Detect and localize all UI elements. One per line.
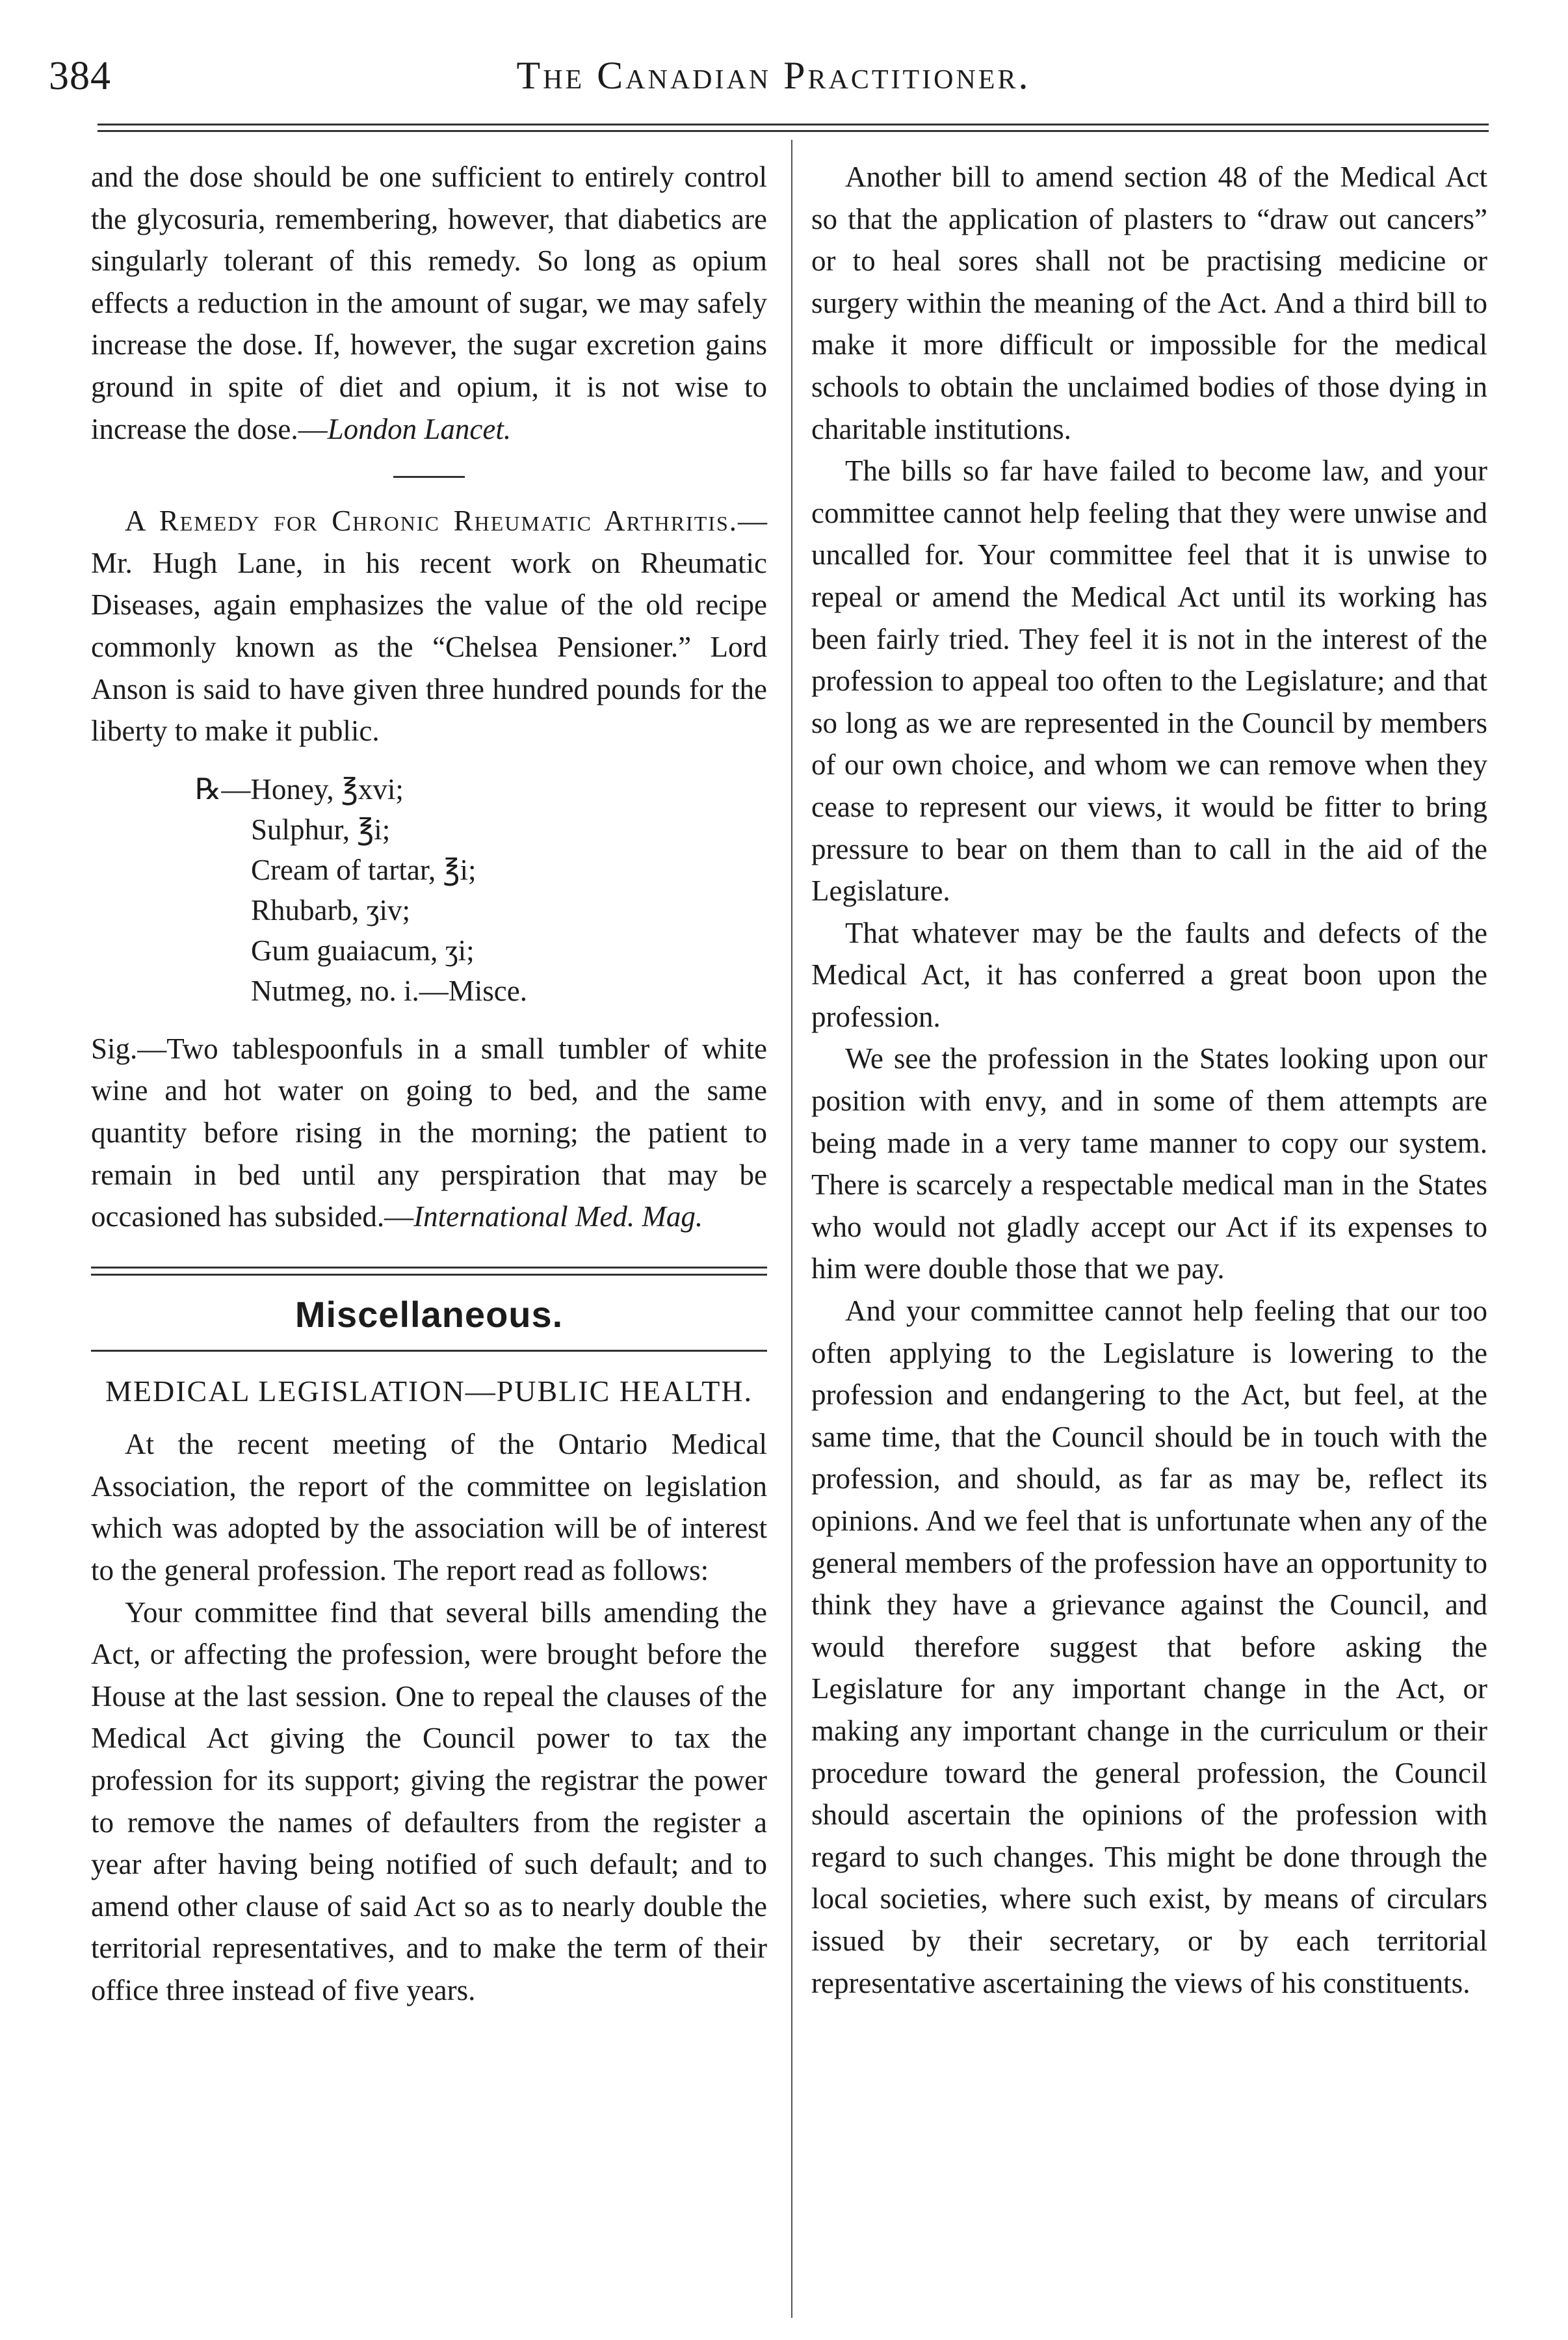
prescription-line: Cream of tartar, ℥i; <box>251 853 477 886</box>
running-title: The Canadian Practitioner. <box>516 54 1031 97</box>
paragraph-another-bill: Another bill to amend section 48 of the Medical Act so that the application of plasters to “draw out cancers” or to heal sores shall not be practising medicine or surgery within the meaning of the Act. And a third bill to make it more difficult or impossible for the medical schools to obtain the unclaimed bodies of those dying in charitable institutions. <box>811 161 1487 445</box>
paragraph-bills-failed: The bills so far have failed to become law, and your committee cannot help feeling that they were unwise and uncalled for. Your committee feel that it is unwise to repeal or amend the Medical Act until its working has been fairly tried. They feel it is not in the interest of the profession to appeal too often to the Legislature; and that so long as we are represented in the Council by members of our own choice, and whom we can remove when they cease to represent our views, it would be fitter to bring pressure to bear on them than to call in the aid of the Legislature. <box>811 454 1487 908</box>
section-divider <box>91 1267 767 1276</box>
paragraph-recommendation: And your committee cannot help feeling that our too often applying to the Legislature is lowering to the profession and endangering to the Act, but feel, at the same time, that the Council should be in touch with the profession, and should, as far as may be, reflect its opinions. And we feel that is unfortunate when any of the general members of the profession have an opportunity to think they have a grievance against the Council, and would therefore suggest that before asking the Legislature for any important change in the Act, or making any important change in the curriculum or their procedure toward the general profession, the Council should ascertain the opinions of the profession with regard to such changes. This might be done through the local societies, where such exist, by means of circulars issued by their secretary, or by each territorial representative ascertaining the views of his constituents. <box>811 1295 1487 1999</box>
paragraph-article-intro: At the recent meeting of the Ontario Medical Association, the report of the committee on legislation which was adopted by the association will be of interest to the general profession. The report read as follows: <box>91 1428 767 1587</box>
heading-rule <box>91 1350 767 1352</box>
short-divider <box>393 476 465 478</box>
left-column <box>91 156 767 2012</box>
prescription-line: Rhubarb, ʒiv; <box>251 893 410 927</box>
paragraph-bills: Your committee find that several bills amending the Act, or affecting the profession, were brought before the House at the last session. One to repeal the clauses of the Medical Act giving the Council power to tax the profession for its support; giving the registrar the power to remove the names of defaulters from the register a year after having being notified of such default; and to amend other clause of said Act so as to nearly double the territorial representatives, and to make the term of their office three instead of five years. <box>91 1596 767 2006</box>
right-column <box>811 156 1487 2004</box>
header-rule-bottom <box>98 130 1489 132</box>
paragraph-states: We see the profession in the States looking upon our position with envy, and in some of them attempts are being made in a very tame manner to copy our system. There is scarcely a respectable medical man in the States who would not gladly accept our Act if its expenses to him were double those that we pay. <box>811 1042 1487 1285</box>
section-heading: Miscellaneous. <box>294 1293 564 1335</box>
paragraph-remedy: A Remedy for Chronic Rheumatic Arthritis.—Mr. Hugh Lane, in his recent work on Rheumatic Diseases, again emphasizes the value of the old recipe commonly known as the “Chelsea Pensioner.” Lord Anson is said to have given three hundred pounds for the liberty to make it public. <box>91 505 767 748</box>
source-citation: International Med. Mag. <box>413 1200 703 1233</box>
remedy-heading: A Remedy for Chronic Rheumatic Arthritis. <box>125 505 738 538</box>
prescription-line: Nutmeg, no. i.—Misce. <box>251 974 527 1007</box>
paragraph-boon: That whatever may be the faults and defects of the Medical Act, it has conferred a great boon upon the profession. <box>811 916 1487 1033</box>
prescription-line: Gum guaiacum, ʒi; <box>251 934 475 967</box>
prescription <box>195 769 767 1011</box>
source-citation: London Lancet. <box>327 412 512 445</box>
prescription-line: ℞—Honey, ℥xvi; <box>195 772 404 806</box>
header-rule-top <box>98 124 1489 125</box>
prescription-line: Sulphur, ℥i; <box>251 813 391 846</box>
paragraph-opium-dose: and the dose should be one sufficient to entirely control the glycosuria, remembering, however, that diabetics are singularly tolerant of this remedy. So long as opium effects a reduction in the amount of sugar, we may safely increase the dose. If, however, the sugar excretion gains ground in spite of diet and opium, it is not wise to increase the dose.—London Lancet. <box>91 161 767 445</box>
page-number: 384 <box>49 54 111 98</box>
column-divider <box>791 140 792 2318</box>
page-header <box>49 44 1498 122</box>
article-title: MEDICAL LEGISLATION—PUBLIC HEALTH. <box>105 1374 753 1408</box>
paragraph-sig: Sig.—Two tablespoonfuls in a small tumbler of white wine and hot water on going to bed, and the same quantity before rising in the morning; the patient to remain in bed until any perspiration that may be occasioned has subsided.—International Med. Mag. <box>91 1032 767 1233</box>
